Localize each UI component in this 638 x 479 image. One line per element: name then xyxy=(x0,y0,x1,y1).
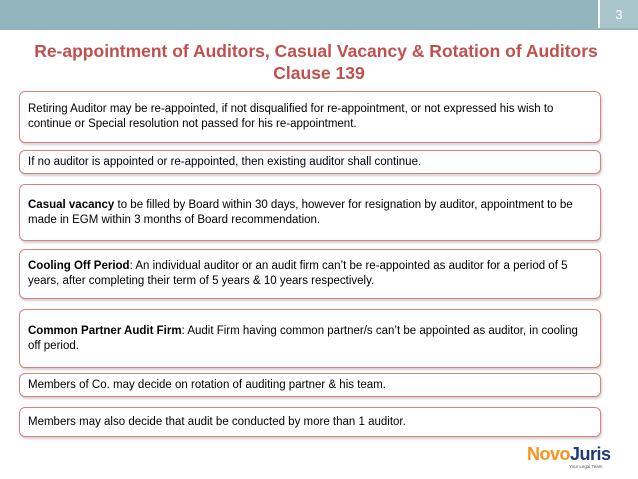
slide-title xyxy=(0,40,638,84)
box-text: Cooling Off Period: An individual auditor or an audit firm can’t be re-appointed as auditor for a period of 5 years, after completing their term of 5 years & 10 years respectively. xyxy=(28,260,568,287)
no-auditor-box xyxy=(19,150,601,174)
header-divider xyxy=(0,30,638,32)
slide-title-line1: Re-appointment of Auditors, Casual Vacancy & Rotation of Auditors xyxy=(34,41,598,61)
retiring-auditor-box xyxy=(19,91,601,143)
box-text: Common Partner Audit Firm: Audit Firm having common partner/s can’t be appointed as auditor, in cooling off period. xyxy=(28,324,578,352)
cooling-off-box xyxy=(19,249,601,299)
box-heading: Common Partner Audit Firm xyxy=(28,324,182,337)
logo-wordmark: NovoJuris xyxy=(527,444,611,464)
box-heading: Casual vacancy xyxy=(28,198,115,211)
page-number: 3 xyxy=(600,0,638,28)
slide-title-line2: Clause 139 xyxy=(273,63,365,83)
box-text: Members may also decide that audit be conducted by more than 1 auditor. xyxy=(28,415,406,428)
novojuris-logo xyxy=(527,445,623,471)
rotation-box xyxy=(19,373,601,397)
common-partner-box xyxy=(19,309,601,368)
box-heading: Cooling Off Period xyxy=(28,260,130,272)
box-text: Casual vacancy to be filled by Board within 30 days, however for resignation by auditor, appointment to be made in EGM within 3 months of Board recommendation. xyxy=(28,198,573,226)
casual-vacancy-box xyxy=(19,184,601,241)
box-text: Members of Co. may decide on rotation of auditing partner & his team. xyxy=(28,378,386,391)
header-bar xyxy=(0,0,638,30)
box-text: Retiring Auditor may be re-appointed, if not disqualified for re-appointment, or not expressed his wish to continue or Special resolution not passed for his re-appointment. xyxy=(28,103,554,130)
logo-tagline: Your Legal Team xyxy=(569,464,603,469)
multiple-auditors-box xyxy=(19,407,601,437)
box-text: If no auditor is appointed or re-appointed, then existing auditor shall continue. xyxy=(28,155,422,168)
